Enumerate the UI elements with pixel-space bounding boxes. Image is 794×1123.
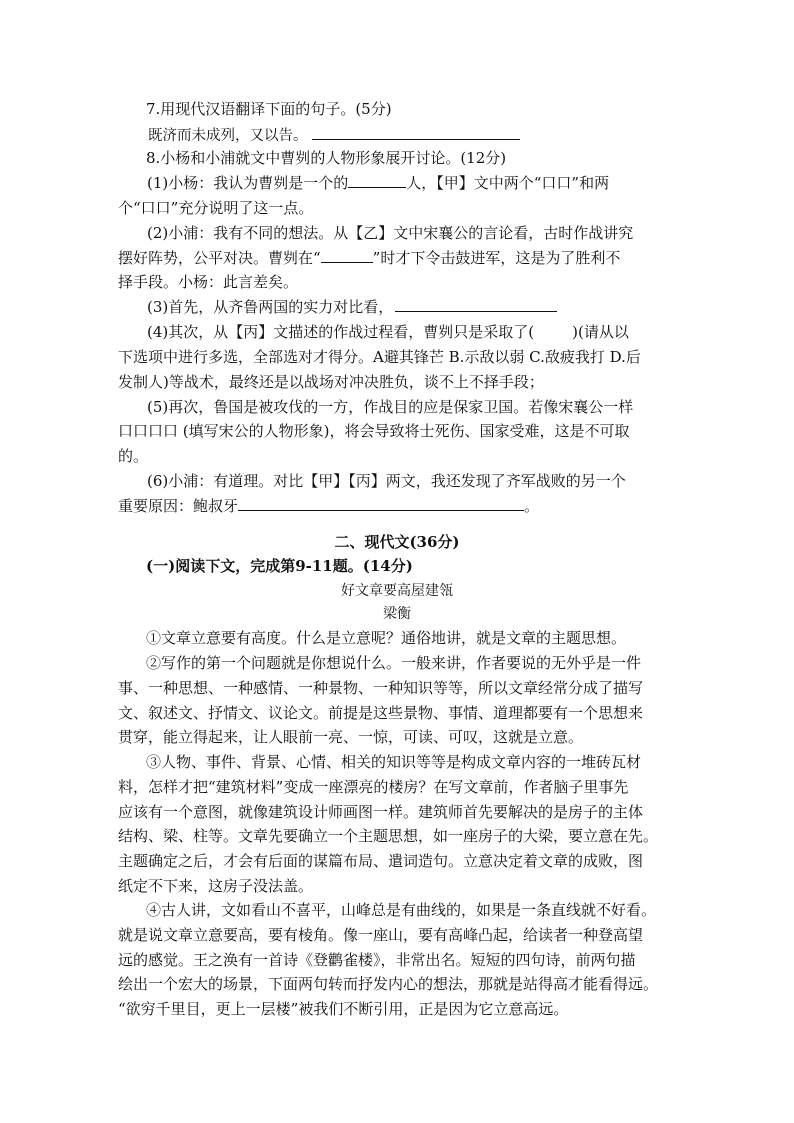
q8-p5-line3: 的。 xyxy=(118,447,149,465)
q8-p1-line2: 个“口口”充分说明了这一点。 xyxy=(118,199,314,217)
q8-p3-text: (3)首先，从齐鲁两国的实力对比看， xyxy=(147,298,394,316)
article-line: 应该有一个意图，就像建筑设计师画图一样。建筑师首先要解决的是房子的主体 xyxy=(118,803,644,821)
article-line: 主题确定之后，才会有后面的谋篇布局、遣词造句。立意决定着文章的成败，图 xyxy=(118,852,644,870)
article-line: 事、一种思想、一种感情、一种景物、一种知识等等，所以文章经常分成了描写 xyxy=(118,679,644,697)
q8-p4-text-a: (4)其次，从【丙】文描述的作战过程看，曹刿只是采取了( xyxy=(147,323,535,341)
article-line: 文、叙述文、抒情文、议论文。前提是这些景物、事情、道理都要有一个思想来 xyxy=(118,704,644,722)
q8-p4-text-b: )(请从以 xyxy=(572,323,629,341)
article-line: “欲穷千里目，更上一层楼”被我们不断引用，正是因为它立意高远。 xyxy=(118,1000,569,1018)
q8-p1-text-b: 人，【甲】文中两个“口口”和两 xyxy=(406,174,610,192)
q7-sentence-line xyxy=(148,125,520,146)
q8-p2-blank[interactable] xyxy=(321,248,373,263)
article-line: 就是说文章立意要高，要有棱角。像一座山，要有高峰凸起，给读者一种登高望 xyxy=(118,926,644,944)
q8-p6-line1: (6)小浦：有道理。对比【甲】【丙】两文，我还发现了齐军战败的另一个 xyxy=(147,472,626,490)
article-line: 料，怎样才把“建筑材料”变成一座漂亮的楼房？在写文章前，作者脑子里事先 xyxy=(118,778,629,796)
article-author: 梁衡 xyxy=(383,606,411,622)
q8-p2-text-b: ”时才下令击鼓进军，这是为了胜利不 xyxy=(372,249,621,267)
q8-prompt: 8.小杨和小浦就文中曹刿的人物形象展开讨论。(12分) xyxy=(146,149,507,167)
q8-p6-blank[interactable] xyxy=(238,496,524,511)
q7-prompt: 7.用现代汉语翻译下面的句子。(5分) xyxy=(146,100,392,118)
q7-answer-blank[interactable] xyxy=(312,125,520,140)
section2-heading: 二、现代文(36分) xyxy=(334,533,460,551)
article-line: ②写作的第一个问题就是你想说什么。一般来讲，作者要说的无外乎是一件 xyxy=(146,654,642,672)
q8-p6-text-a: 重要原因：鲍叔牙 xyxy=(118,497,239,515)
q8-p4-line1 xyxy=(147,322,629,342)
article-line: 远的感觉。王之涣有一首诗《登鹳雀楼》，非常出名。短短的四句诗，前两句描 xyxy=(118,951,636,969)
article-line: 贯穿，能立得起来，让人眼前一亮、一惊，可读、可叹，这就是立意。 xyxy=(118,728,584,746)
q8-p1-blank[interactable] xyxy=(348,173,406,188)
article-line: ④古人讲，文如看山不喜平，山峰总是有曲线的，如果是一条直线就不好看。 xyxy=(146,901,657,919)
q8-p4-line2: 下选项中进行多选，全部选对才得分。A避其锋芒 B.示敌以弱 C.敌疲我打 D.后 xyxy=(118,348,641,366)
q8-p4-line3: 发制人)等战术，最终还是以战场对冲决胜负，谈不上不择手段； xyxy=(118,373,544,391)
q8-p2-text-a: 摆好阵势，公平对决。曹刿在“ xyxy=(118,249,321,267)
article-title: 好文章要高屋建瓴 xyxy=(341,583,453,599)
article-line: 结构、梁、柱等。文章先要确立一个主题思想，如一座房子的大梁，要立意在先。 xyxy=(118,827,659,845)
q7-sentence: 既济而未成列，又以告。 xyxy=(148,128,308,144)
q8-p1-text-a: (1)小杨：我认为曹刿是一个的 xyxy=(147,174,349,192)
q8-p5-line2: 口口口口 (填写宋公的人物形象)，将会导致将士死伤、国家受难，这是不可取 xyxy=(118,422,630,440)
q8-p6-line2 xyxy=(118,496,539,516)
q8-p3-blank[interactable] xyxy=(395,297,557,312)
q8-p5-line1: (5)再次，鲁国是被攻伐的一方，作战目的应是保家卫国。若像宋襄公一样 xyxy=(147,398,634,416)
q8-p3-line xyxy=(147,297,557,317)
section2-subheading: (一)阅读下文，完成第9-11题。(14分) xyxy=(146,557,413,575)
q8-p2-line3: 择手段。小杨：此言差矣。 xyxy=(118,273,299,291)
q8-p1-line1 xyxy=(147,173,609,193)
article-line: ①文章立意要有高度。什么是立意呢？通俗地讲，就是文章的主题思想。 xyxy=(146,629,627,647)
article-line: 绘出一个宏大的场景，下面两句转而抒发内心的想法，那就是站得高才能看得远。 xyxy=(118,975,659,993)
q8-p6-text-b: 。 xyxy=(524,497,540,515)
q8-p2-line1: (2)小浦：我有不同的想法。从【乙】文中宋襄公的言论看，古时作战讲究 xyxy=(147,224,634,242)
article-line: 纸定不下来，这房子没法盖。 xyxy=(118,877,314,895)
article-line: ③人物、事件、背景、心情、相关的知识等等是构成文章内容的一堆砖瓦材 xyxy=(146,753,642,771)
q8-p2-line2 xyxy=(118,248,620,268)
